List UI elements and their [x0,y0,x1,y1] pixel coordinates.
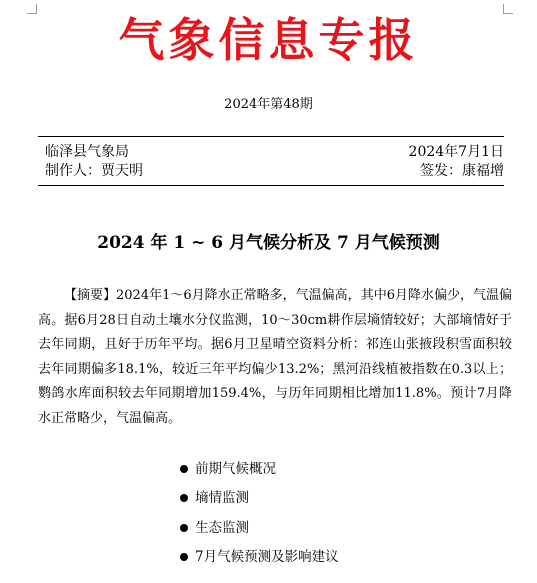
contents-item [180,484,339,514]
signer-line: 签发：康福增 [420,163,504,179]
issue-number: 2024年第48期 [224,97,313,112]
article-title: 2024 年 1 ~ 6 月气候分析及 7 月气候预测 [97,233,440,253]
contents-item-label: 生态监测 [195,519,249,536]
abstract-paragraph [38,284,512,431]
abstract-text: 【摘要】2024年1～6月降水正常略多，气温偏高，其中6月降水偏少，气温偏高。据6月28日自动土壤水分仪监测，10～30cm耕作层墒情较好；大部墒情好于去年同期，且好于历年平均。据6月卫星晴空资料分析：祁连山张掖段积雪面积较去年同期偏多18.1%，较近三年平均偏少13.2%；黑河沿线植被指数在0.3以上；鹦鸽水库面积较去年同期增加159.4%，与历年同期相比增加11.8%。预计7月降水正常略少，气温偏高。 [38,288,512,426]
issuing-organization: 临泽县气象局 [45,144,129,160]
bullet-icon [180,494,188,502]
masthead-title: 气象信息专报 [118,13,419,67]
issue-date: 2024年7月1日 [408,144,504,160]
bullet-icon [180,553,188,561]
bullet-icon [180,524,188,532]
header-rule-top [38,136,504,137]
author-line: 制作人：贾天明 [45,163,143,179]
contents-item [180,513,339,543]
header-rule-bottom [38,185,504,186]
contents-item-label: 墒情监测 [195,490,249,507]
contents-item-label: 前期气候概况 [195,460,276,477]
bullet-icon [180,465,188,473]
contents-item [180,454,339,484]
contents-item [180,543,339,573]
contents-item-label: 7月气候预测及影响建议 [195,549,339,566]
contents-list [180,454,339,572]
